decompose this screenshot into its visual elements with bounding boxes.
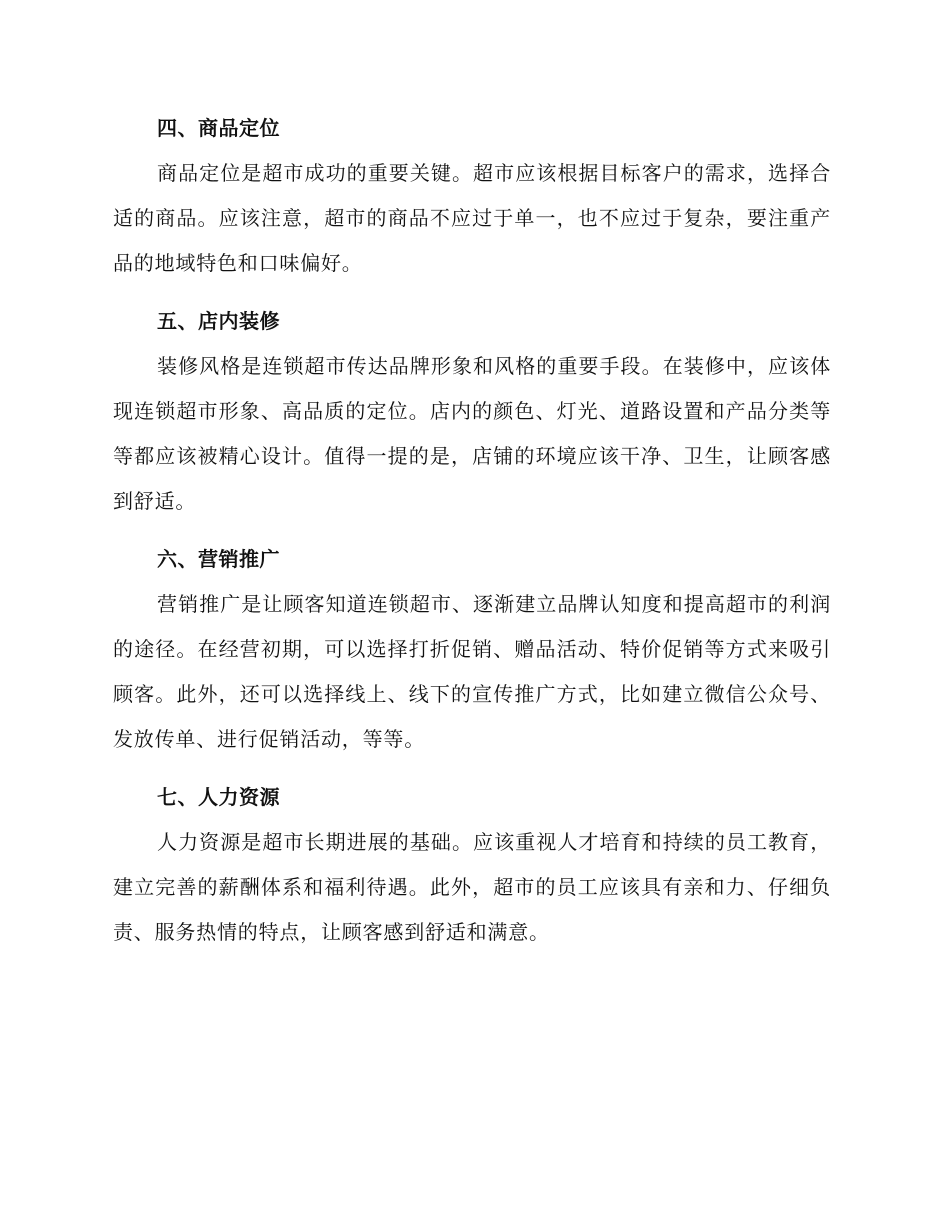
section-paragraph: 装修风格是连锁超市传达品牌形象和风格的重要手段。在装修中，应该体现连锁超市形象、高品质的定位。店内的颜色、灯光、道路设置和产品分类等等都应该被精心设计。值得一提的是，店铺的环境应该干净、卫生，让顾客感到舒适。 — [113, 354, 831, 513]
section-store-decoration — [113, 298, 831, 524]
section-heading: 五、店内装修 — [157, 309, 280, 333]
section-heading: 四、商品定位 — [157, 116, 280, 140]
section-product-positioning — [113, 105, 831, 286]
section-heading: 七、人力资源 — [157, 785, 280, 809]
section-marketing-promotion — [113, 536, 831, 762]
section-paragraph: 商品定位是超市成功的重要关键。超市应该根据目标客户的需求，选择合适的商品。应该注意，超市的商品不应过于单一，也不应过于复杂，要注重产品的地域特色和口味偏好。 — [113, 161, 831, 275]
section-paragraph: 营销推广是让顾客知道连锁超市、逐渐建立品牌认知度和提高超市的利润的途径。在经营初期，可以选择打折促销、赠品活动、特价促销等方式来吸引顾客。此外，还可以选择线上、线下的宣传推广方式，比如建立微信公众号、发放传单、进行促销活动，等等。 — [113, 592, 831, 751]
document-content — [113, 105, 831, 967]
section-paragraph: 人力资源是超市长期进展的基础。应该重视人才培育和持续的员工教育，建立完善的薪酬体系和福利待遇。此外，超市的员工应该具有亲和力、仔细负责、服务热情的特点，让顾客感到舒适和满意。 — [113, 830, 831, 944]
section-heading: 六、营销推广 — [157, 547, 280, 571]
section-human-resources — [113, 774, 831, 955]
